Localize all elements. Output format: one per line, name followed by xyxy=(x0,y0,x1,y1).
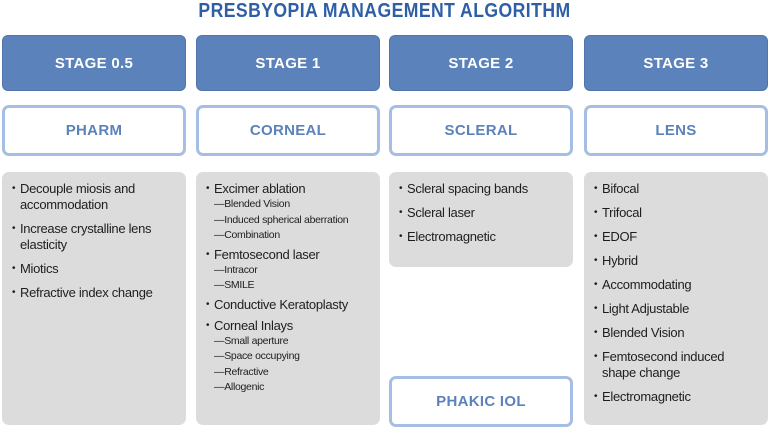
list-item: • Hybrid xyxy=(594,253,760,269)
sub-item: — Allogenic xyxy=(214,380,372,396)
item-label: Excimer ablation xyxy=(214,181,306,196)
list-item: • Refractive index change xyxy=(12,285,178,301)
list-item: • Miotics xyxy=(12,261,178,277)
list-item: • Electromagnetic xyxy=(399,229,565,245)
list-item: • EDOF xyxy=(594,229,760,245)
stage-header: STAGE 2 xyxy=(389,35,573,91)
list-item: • Decouple miosis and accommodation xyxy=(12,181,160,213)
list-item: • Blended Vision xyxy=(594,325,760,341)
list-item xyxy=(206,181,372,244)
list-item: • Accommodating xyxy=(594,277,760,293)
category-label: LENS xyxy=(584,105,768,156)
category-label: SCLERAL xyxy=(389,105,573,156)
list-item: • Bifocal xyxy=(594,181,760,197)
sub-item: — Small aperture xyxy=(214,334,372,350)
stage-header: STAGE 0.5 xyxy=(2,35,186,91)
list-item: • Electromagnetic xyxy=(594,389,760,405)
item-label: Corneal Inlays xyxy=(214,317,293,333)
list-item: • Increase crystalline lens elasticity xyxy=(12,221,178,253)
stage-header: STAGE 3 xyxy=(584,35,768,91)
list-item: • Femtosecond induced shape change xyxy=(594,349,752,381)
sub-item: — Induced spherical aberration xyxy=(214,213,372,229)
list-item: • Light Adjustable xyxy=(594,301,760,317)
content-box xyxy=(196,172,380,425)
content-box xyxy=(389,172,573,267)
list-item xyxy=(206,247,372,294)
category-label: PHARM xyxy=(2,105,186,156)
diagram-title: PRESBYOPIA MANAGEMENT ALGORITHM xyxy=(198,0,571,22)
list-item: • Scleral laser xyxy=(399,205,565,221)
category-label: CORNEAL xyxy=(196,105,380,156)
list-item: • Scleral spacing bands xyxy=(399,181,565,197)
sub-item: — Blended Vision xyxy=(214,197,372,213)
sub-item: — Space occupying xyxy=(214,349,372,365)
list-item: • Trifocal xyxy=(594,205,760,221)
list-item xyxy=(206,318,372,396)
category-label-phakic-iol: PHAKIC IOL xyxy=(389,376,573,427)
list-item: • Conductive Keratoplasty xyxy=(206,297,372,313)
sub-item: — SMILE xyxy=(214,278,372,294)
sub-item: — Refractive xyxy=(214,365,372,381)
stage-header: STAGE 1 xyxy=(196,35,380,91)
sub-item: — Intracor xyxy=(214,263,372,279)
content-box xyxy=(2,172,186,425)
sub-item: — Combination xyxy=(214,228,372,244)
item-label: Femtosecond laser xyxy=(214,246,320,262)
content-box xyxy=(584,172,768,425)
